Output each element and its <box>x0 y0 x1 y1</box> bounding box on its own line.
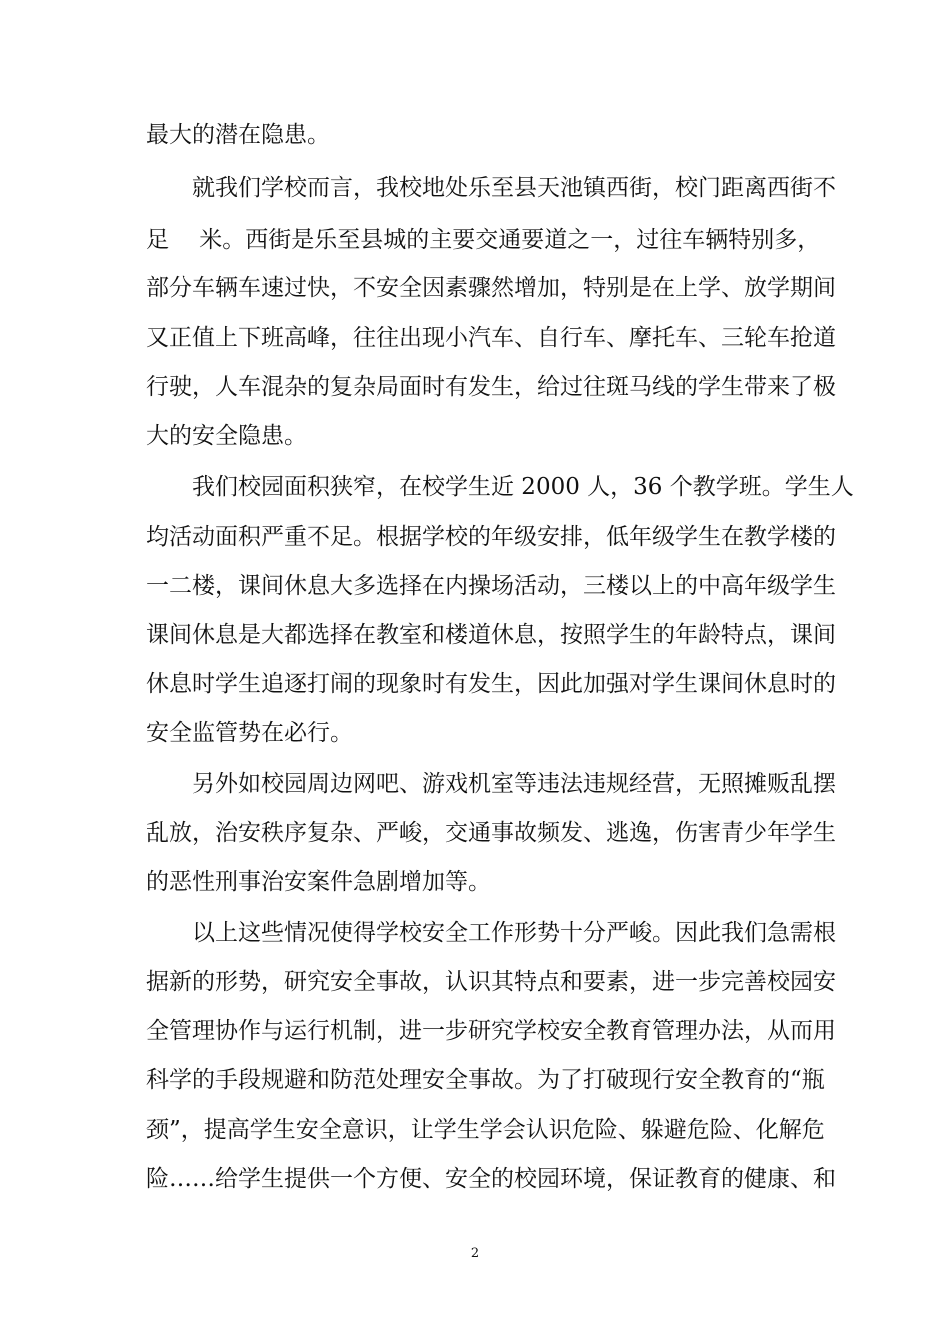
text-line: 休息时学生追逐打闹的现象时有发生，因此加强对学生课间休息时的 <box>146 671 836 697</box>
text-line: 又正值上下班高峰，往往出现小汽车、自行车、摩托车、三轮车抢道 <box>146 325 836 351</box>
text-line: 据新的形势，研究安全事故，认识其特点和要素，进一步完善校园安 <box>146 969 836 995</box>
text-line: 我们校园面积狭窄，在校学生近 2000 人，36 个教学班。学生人 <box>192 474 854 500</box>
text-line: 乱放，治安秩序复杂、严峻，交通事故频发、逃逸，伤害青少年学生 <box>146 820 836 846</box>
text-line: 全管理协作与运行机制，进一步研究学校安全教育管理办法，从而用 <box>146 1018 836 1044</box>
text-line: 科学的手段规避和防范处理安全事故。为了打破现行安全教育的“瓶 <box>146 1067 825 1093</box>
text-line: 最大的潜在隐患。 <box>146 122 330 148</box>
text-line: 颈”，提高学生安全意识，让学生学会认识危险、躲避危险、化解危 <box>146 1117 825 1143</box>
text-line: 课间休息是大都选择在教室和楼道休息，按照学生的年龄特点，课间 <box>146 622 836 648</box>
text-line: 以上这些情况使得学校安全工作形势十分严峻。因此我们急需根 <box>192 920 836 946</box>
text-line: 就我们学校而言，我校地处乐至县天池镇西街，校门距离西街不 <box>192 175 836 201</box>
text-line: 部分车辆车速过快，不安全因素骤然增加，特别是在上学、放学期间 <box>146 275 836 301</box>
text-line: 的恶性刑事治安案件急剧增加等。 <box>146 869 491 895</box>
text-line: 行驶，人车混杂的复杂局面时有发生，给过往斑马线的学生带来了极 <box>146 374 836 400</box>
text-line: 另外如校园周边网吧、游戏机室等违法违规经营，无照摊贩乱摆 <box>192 771 836 797</box>
page-number: 2 <box>470 1246 480 1261</box>
text-line: 均活动面积严重不足。根据学校的年级安排，低年级学生在教学楼的 <box>146 524 836 550</box>
text-line: 大的安全隐患。 <box>146 423 307 449</box>
text-line: 险……给学生提供一个方便、安全的校园环境，保证教育的健康、和 <box>146 1166 836 1192</box>
text-line: 安全监管势在必行。 <box>146 720 353 746</box>
text-line: 足 米。西街是乐至县城的主要交通要道之一，过往车辆特别多， <box>146 227 821 253</box>
text-line: 一二楼，课间休息大多选择在内操场活动，三楼以上的中高年级学生 <box>146 573 836 599</box>
